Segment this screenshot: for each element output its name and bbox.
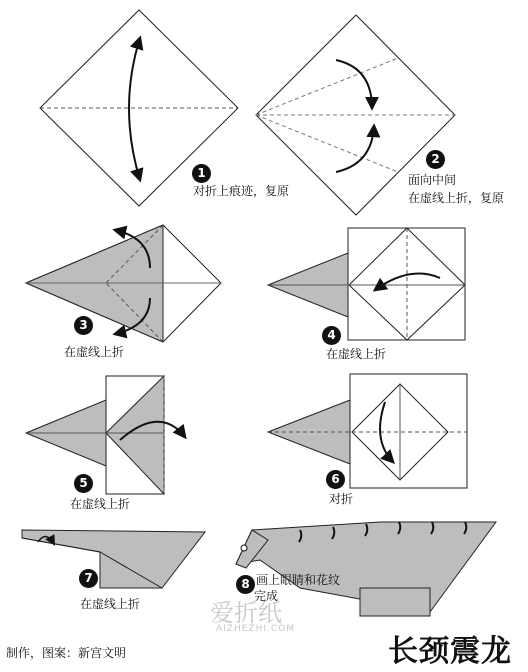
step-8-number: 8: [236, 575, 255, 594]
step-3-diagram: [26, 225, 221, 342]
step-3-caption: 在虚线上折: [64, 345, 125, 359]
step-2-caption-line-2: 在虚线上折，复原: [408, 191, 505, 205]
step-3-number: 3: [74, 316, 93, 335]
step-4-number: 4: [322, 326, 341, 345]
step-7-number: 7: [79, 569, 98, 588]
step-5-caption: 在虚线上折: [70, 497, 131, 511]
step-6-number: 6: [326, 470, 345, 489]
watermark-url: AIZHEZHI.COM: [216, 624, 296, 634]
step-1-caption: 对折上痕迹，复原: [193, 184, 290, 198]
step-7-diagram: [22, 530, 205, 588]
step-1-number: 1: [192, 164, 211, 183]
credit-line: 制作，图案：新宫文明: [6, 646, 127, 660]
step-8-caption-line-1: 画上眼睛和花纹: [256, 573, 341, 587]
step-7-caption: 在虚线上折: [80, 597, 141, 611]
step-6-caption: 对折: [329, 492, 354, 506]
step-5-diagram: [26, 376, 185, 494]
step-5-number: 5: [74, 474, 93, 493]
step-2-caption-line-1: 面向中间: [408, 173, 457, 187]
step-2-number: 2: [426, 150, 445, 169]
step-6-diagram: [268, 374, 467, 488]
step-8-eye: [241, 545, 247, 551]
step-4-diagram: [268, 228, 465, 340]
diagram-title: 长颈震龙: [388, 634, 512, 669]
step-4-caption: 在虚线上折: [326, 347, 387, 361]
step-8-caption-line-2: 完成: [254, 589, 279, 603]
watermark-logo: 爱折纸: [210, 599, 282, 627]
